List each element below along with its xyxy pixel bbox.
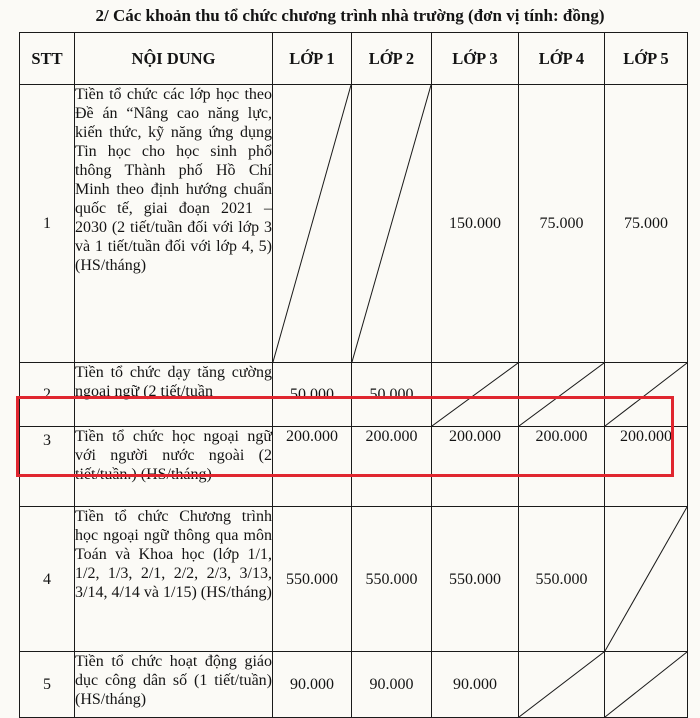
fee-value: 200.000 [432, 427, 519, 507]
not-applicable-cell [352, 85, 432, 363]
not-applicable-cell [273, 85, 352, 363]
header-grade-4: LỚP 4 [519, 33, 605, 85]
fee-value: 50.000 [352, 363, 432, 427]
fee-value: 200.000 [273, 427, 352, 507]
fee-value: 550.000 [432, 507, 519, 652]
header-grade-5: LỚP 5 [605, 33, 688, 85]
header-grade-2: LỚP 2 [352, 33, 432, 85]
not-applicable-cell [519, 363, 605, 427]
fee-value: 90.000 [273, 652, 352, 718]
not-applicable-cell [519, 652, 605, 718]
row-content: Tiền tổ chức dạy tăng cường ngoại ngữ (2 tiết/tuần [75, 363, 273, 427]
row-number: 5 [20, 652, 75, 718]
row-content: Tiền tổ chức học ngoại ngữ với người nước ngoài (2 tiết/tuần.) (HS/tháng) [75, 427, 273, 507]
fee-value: 550.000 [273, 507, 352, 652]
header-stt: STT [20, 33, 75, 85]
not-applicable-cell [605, 652, 688, 718]
fee-value: 90.000 [352, 652, 432, 718]
row-content: Tiền tổ chức Chương trình học ngoại ngữ thông qua môn Toán và Khoa học (lớp 1/1, 1/2, 1/3, 2/1, 2/2, 2/3, 3/13, 3/14, 4/14 và 1/15) (HS/tháng) [75, 507, 273, 652]
fee-value: 150.000 [432, 85, 519, 363]
fee-value: 200.000 [605, 427, 688, 507]
row-number: 3 [20, 427, 75, 507]
row-content: Tiền tổ chức các lớp học theo Đề án “Nâng cao năng lực, kiến thức, kỹ năng ứng dụng Tin học cho học sinh phổ thông Thành phố Hồ Chí Minh theo định hướng chuẩn quốc tế, giai đoạn 2021 – 2030 (2 tiết/tuần đối với lớp 3 và 1 tiết/tuần đối với lớp 4, 5) (HS/tháng) [75, 85, 273, 363]
table-row [20, 363, 688, 427]
table-row [20, 507, 688, 652]
fee-value: 550.000 [352, 507, 432, 652]
fee-value: 90.000 [432, 652, 519, 718]
table-row [20, 652, 688, 718]
header-row [20, 33, 688, 85]
fee-value: 200.000 [352, 427, 432, 507]
section-title: 2/ Các khoản thu tổ chức chương trình nhà trường (đơn vị tính: đồng) [95, 6, 605, 25]
row-number: 4 [20, 507, 75, 652]
row-content: Tiền tổ chức hoạt động giáo dục công dân số (1 tiết/tuần) (HS/tháng) [75, 652, 273, 718]
table-row [20, 85, 688, 363]
not-applicable-cell [605, 363, 688, 427]
fee-value: 200.000 [519, 427, 605, 507]
table-row [20, 427, 688, 507]
header-grade-1: LỚP 1 [273, 33, 352, 85]
row-number: 2 [20, 363, 75, 427]
not-applicable-cell [432, 363, 519, 427]
fee-value: 75.000 [605, 85, 688, 363]
fee-table [19, 32, 688, 718]
fee-value: 550.000 [519, 507, 605, 652]
fee-value: 50.000 [273, 363, 352, 427]
header-content: NỘI DUNG [75, 33, 273, 85]
row-number: 1 [20, 85, 75, 363]
header-grade-3: LỚP 3 [432, 33, 519, 85]
fee-value: 75.000 [519, 85, 605, 363]
not-applicable-cell [605, 507, 688, 652]
